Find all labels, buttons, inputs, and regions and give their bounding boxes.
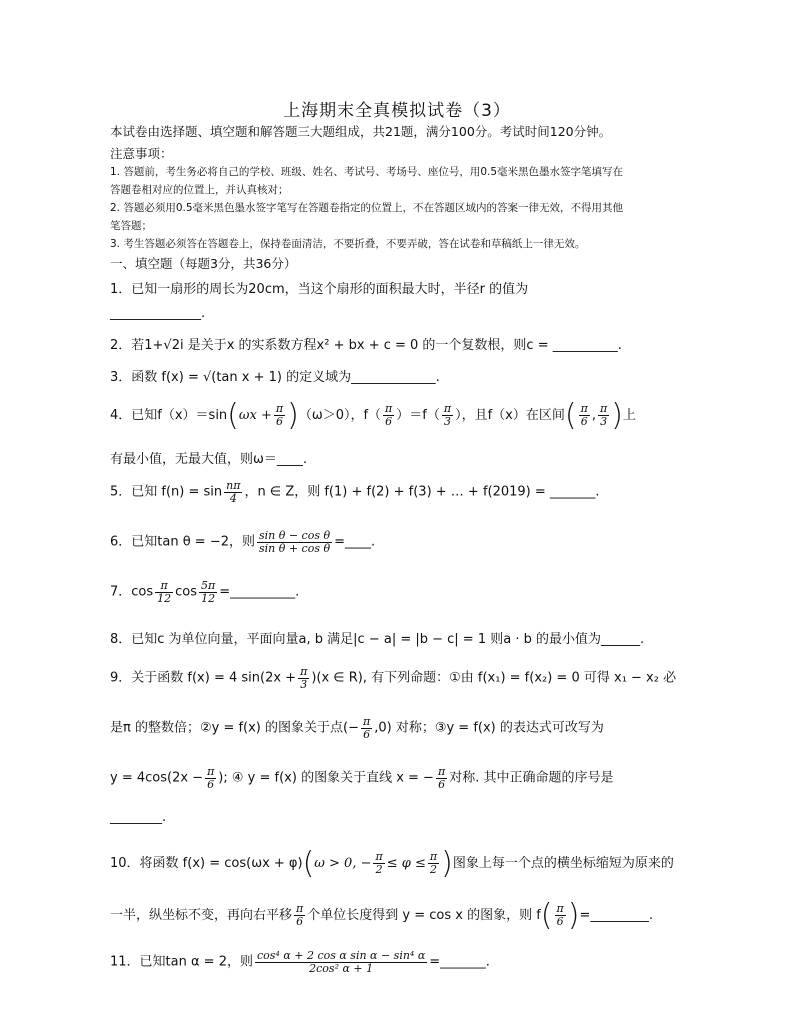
- question-4-line-2: [110, 448, 307, 467]
- question-11: [110, 950, 490, 974]
- question-4: [110, 398, 636, 433]
- question-2-answer-blank: __________.: [552, 338, 622, 353]
- fraction-numerator: π: [599, 402, 608, 416]
- question-7-answer-blank: __________.: [230, 584, 300, 600]
- fraction-numerator: π: [437, 765, 446, 778]
- fraction: [155, 580, 173, 604]
- fraction: [294, 903, 305, 927]
- question-1: [110, 278, 528, 297]
- question-5-text-a: 5．已知 f(n) = sin: [110, 484, 223, 500]
- question-9-line-3-text-c: 对称. 其中正确命题的序号是: [449, 770, 614, 786]
- question-4-text-a: 4．已知f（x）＝sin: [110, 408, 228, 423]
- fraction: [255, 950, 427, 974]
- fraction: [257, 530, 332, 554]
- fraction: [428, 851, 439, 875]
- paren-close: ): [567, 898, 580, 933]
- question-3: [110, 366, 440, 385]
- fraction-numerator: π: [375, 850, 383, 864]
- fraction-denominator: 6: [580, 415, 588, 428]
- question-5-text-b: ，n ∈ Z，则 f(1) + f(2) + f(3) + … + f(2019) =: [244, 484, 550, 500]
- fraction-numerator: π: [207, 765, 215, 778]
- fraction-denominator: 2: [375, 863, 383, 876]
- question-8-text: 8．已知c 为单位向量，平面向量a, b 满足|c − a| = |b − c| = 1 则a · b 的最小值为: [110, 632, 601, 647]
- fraction: [383, 403, 394, 427]
- question-9: [110, 666, 676, 690]
- note-line-4: 笔答题；: [110, 220, 152, 232]
- fraction-denominator: 6: [556, 915, 564, 928]
- fraction-denominator: 6: [296, 915, 304, 928]
- question-6-text-a: 6．已知tan θ = −2，则: [110, 534, 255, 550]
- question-8-answer-blank: ______.: [600, 632, 645, 647]
- question-6: [110, 530, 375, 554]
- fraction-denominator: 2cos² α + 1: [309, 961, 374, 975]
- fraction-numerator: π: [429, 850, 438, 864]
- question-11-text-a: 11．已知tan α = 2，则: [110, 954, 253, 970]
- question-7: [110, 580, 299, 604]
- fraction-denominator: 6: [275, 415, 283, 428]
- question-11-text-b: =: [429, 954, 441, 970]
- question-9-text-a: 9．关于函数 f(x) = 4 sin(2x +: [110, 670, 297, 686]
- fraction: [205, 766, 216, 790]
- question-7-text-b: cos: [175, 584, 198, 600]
- question-6-text-b: =: [334, 534, 346, 550]
- question-4-text-e: ），且f（x）在区间: [455, 408, 565, 423]
- fraction-numerator: 5π: [201, 579, 216, 592]
- question-11-answer-blank: _______.: [440, 954, 490, 970]
- note-line-1: 1. 答题前，考生务必将自己的学校、班级、姓名、考试号、考场号、座位号，用0.5毫米黑色墨水签字笔填写在: [110, 166, 624, 178]
- fraction-denominator: sin θ + cos θ: [258, 541, 331, 555]
- question-9-line-3-text-a: y = 4cos(2x −: [110, 770, 204, 786]
- section-heading: 一、填空题（每题3分，共36分）: [110, 256, 297, 271]
- fraction-numerator: π: [362, 715, 371, 728]
- fraction-numerator: π: [275, 402, 284, 416]
- paren-close: ): [287, 398, 299, 433]
- paren-open: (: [227, 398, 239, 433]
- question-4-text-f: 上: [622, 408, 636, 423]
- fraction-numerator: π: [580, 402, 588, 416]
- fraction: [224, 480, 242, 504]
- question-5-answer-blank: _______.: [549, 484, 600, 500]
- question-10-line-2: [110, 898, 653, 933]
- paren-open: (: [564, 398, 577, 433]
- fraction: [579, 403, 590, 427]
- question-6-answer-blank: ____.: [345, 534, 376, 550]
- paren-open: (: [540, 898, 553, 933]
- question-7-text-a: 7．cos: [110, 584, 154, 600]
- fraction-denominator: 6: [207, 777, 215, 791]
- fraction-denominator: 12: [201, 591, 216, 605]
- fraction-numerator: π: [300, 665, 308, 678]
- question-1-answer-blank: ______________.: [110, 306, 206, 321]
- question-9-line-2-text-a: 是π 的整数倍；②y = f(x) 的图象关于点(−: [110, 720, 359, 736]
- fraction: [298, 666, 309, 690]
- fraction-denominator: 3: [300, 677, 308, 691]
- question-4-text-d: ）＝f（: [396, 408, 440, 423]
- fraction-denominator: 6: [385, 415, 393, 428]
- notice-heading: 注意事项：: [110, 146, 173, 161]
- note-line-5: 3. 考生答题必须答在答题卷上，保持卷面清洁，不要折叠，不要弄破，答在试卷和草稿纸上一律无效。: [110, 238, 586, 250]
- fraction-numerator: π: [443, 402, 452, 416]
- question-4-text-c: （ω＞0），f（: [298, 408, 382, 423]
- fraction: [555, 903, 566, 927]
- fraction-numerator: sin θ − cos θ: [258, 529, 331, 542]
- question-9-line-2: [110, 716, 604, 740]
- question-2: [110, 334, 622, 353]
- fraction: [442, 403, 453, 427]
- fraction: [436, 766, 447, 790]
- question-9-line-3-text-b: ); ④ y = f(x) 的图象关于直线 x = −: [218, 770, 434, 786]
- fraction-numerator: π: [296, 902, 304, 916]
- comma: ,: [591, 408, 596, 423]
- question-4-answer-blank: ____.: [276, 452, 308, 467]
- fraction-denominator: 12: [157, 591, 172, 605]
- question-3-text: 3．函数 f(x) = √(tan x + 1) 的定义域为: [110, 370, 352, 385]
- fraction: [199, 580, 217, 604]
- paren-close: ): [441, 846, 453, 881]
- question-10-line-2-text-a: 一半，纵坐标不变，再向右平移: [110, 908, 293, 923]
- question-9-line-2-text-b: ,0) 对称；③y = f(x) 的表达式可改写为: [374, 720, 604, 736]
- paren-close: ): [611, 398, 623, 433]
- question-9-text-b: )(x ∈ R), 有下列命题：①由 f(x₁) = f(x₂) = 0 可得 x₁ − x₂ 必: [311, 670, 677, 686]
- fraction-denominator: 6: [363, 727, 371, 741]
- fraction-denominator: 6: [438, 777, 446, 791]
- question-4-line-2-text: 有最小值，无最大值，则ω＝: [110, 452, 277, 467]
- fraction-denominator: 2: [429, 863, 437, 876]
- question-10-text-b: 图象上每一个点的横坐标缩短为原来的: [452, 856, 674, 871]
- fraction-denominator: 3: [443, 415, 451, 428]
- paren-open: (: [302, 846, 315, 881]
- fraction: [274, 403, 285, 427]
- question-10-line-2-text-c: =: [579, 908, 591, 923]
- fraction: [373, 851, 384, 875]
- fraction: [598, 403, 609, 427]
- question-1-text: 1．已知一扇形的周长为20cm，当这个扇形的面积最大时，半径r 的值为: [110, 282, 529, 297]
- question-10-condition-b: ≤ φ ≤: [386, 856, 426, 871]
- fraction-numerator: nπ: [226, 479, 241, 492]
- fraction-denominator: 3: [600, 415, 608, 428]
- note-line-2: 答题卷相对应的位置上，并认真核对；: [110, 184, 289, 196]
- question-3-answer-blank: _____________.: [351, 370, 440, 385]
- page-title: 上海期末全真模拟试卷（3）: [283, 101, 511, 121]
- question-10: [110, 846, 674, 881]
- question-9-line-3: [110, 766, 613, 790]
- fraction-denominator: 4: [229, 491, 237, 505]
- question-10-text-a: 10．将函数 f(x) = cos(ωx + φ): [110, 856, 303, 871]
- fraction-numerator: π: [155, 580, 173, 593]
- question-2-text: 2．若1+√2i 是关于x 的实系数方程x² + bx + c = 0 的一个复数根，则c =: [110, 338, 553, 353]
- question-9-answer-blank: ________.: [110, 810, 167, 825]
- question-10-condition-a: ω > 0, −: [314, 856, 372, 871]
- note-line-3: 2. 答题必须用0.5毫米黑色墨水签字笔写在答题卷指定的位置上，不在答题区域内的答案一律无效，不得用其他: [110, 202, 624, 214]
- question-4-text-b: ωx +: [238, 408, 272, 423]
- fraction-numerator: cos⁴ α + 2 cos α sin α − sin⁴ α: [256, 949, 426, 962]
- question-5: [110, 480, 600, 504]
- question-10-answer-blank: _________.: [590, 908, 653, 923]
- question-7-text-c: =: [219, 584, 231, 600]
- fraction-numerator: π: [556, 902, 564, 916]
- question-8: [110, 628, 644, 647]
- fraction-numerator: π: [385, 402, 393, 416]
- exam-intro: 本试卷由选择题、填空题和解答题三大题组成，共21题，满分100分。考试时间120分钟。: [110, 124, 612, 139]
- fraction: [361, 716, 372, 740]
- question-10-line-2-text-b: 个单位长度得到 y = cos x 的图象，则 f: [307, 908, 541, 923]
